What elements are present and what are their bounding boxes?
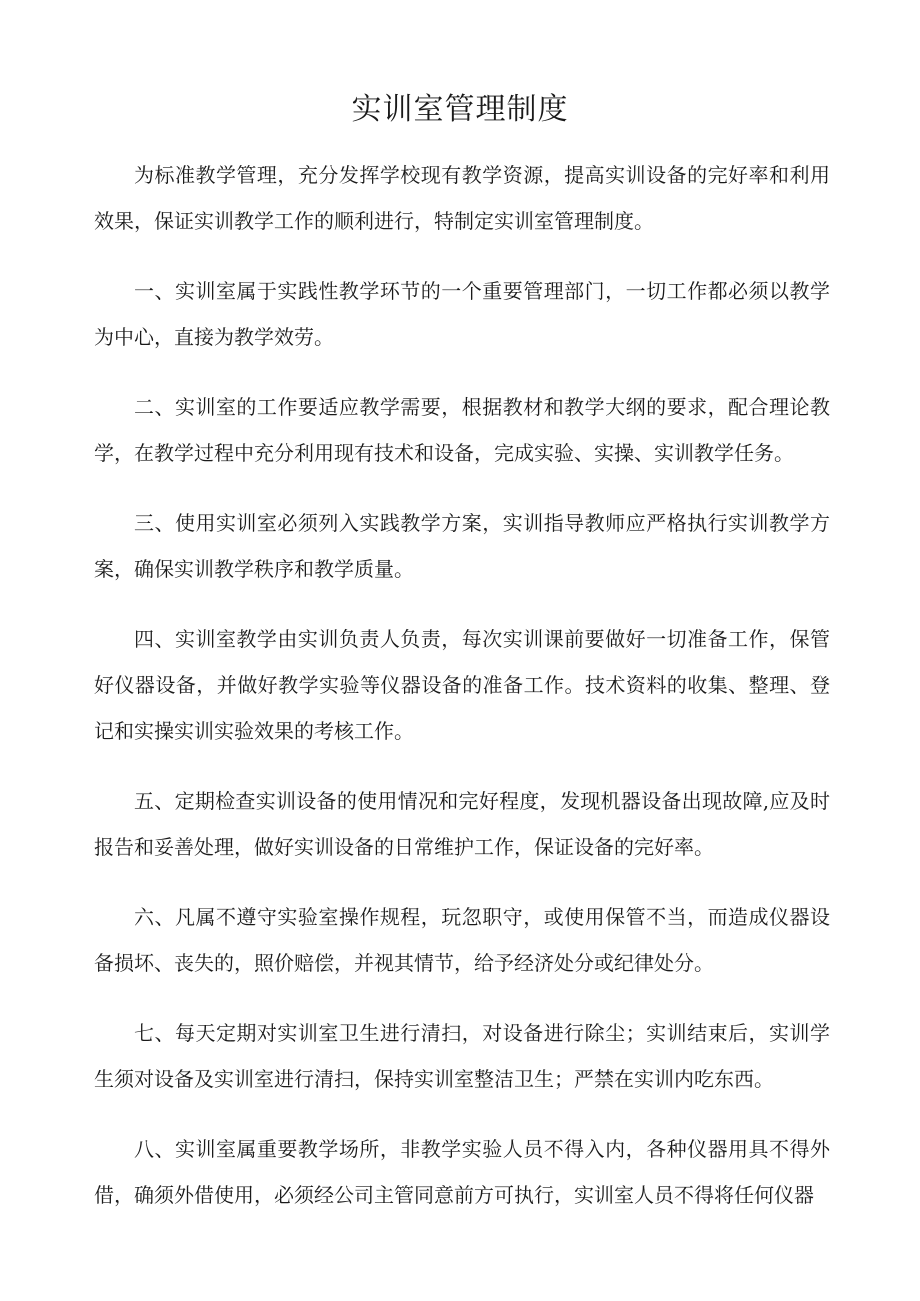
document-body bbox=[94, 152, 830, 1242]
paragraph-rule-8: 八、实训室属重要教学场所，非教学实验人员不得入内，各种仪器用具不得外借，确须外借使用，必须经公司主管同意前方可执行，实训室人员不得将任何仪器 bbox=[94, 1137, 830, 1207]
paragraph-rule-6: 六、凡属不遵守实验室操作规程，玩忽职守，或使用保管不当，而造成仪器设备损坏、丧失的，照价赔偿，并视其情节，给予经济处分或纪律处分。 bbox=[94, 905, 830, 975]
paragraph-rule-3: 三、使用实训室必须列入实践教学方案，实训指导教师应严格执行实训教学方案，确保实训教学秩序和教学质量。 bbox=[94, 511, 830, 581]
paragraph-rule-7: 七、每天定期对实训室卫生进行清扫，对设备进行除尘；实训结束后，实训学生须对设备及实训室进行清扫，保持实训室整洁卫生；严禁在实训内吃东西。 bbox=[94, 1021, 830, 1091]
paragraph-intro: 为标准教学管理，充分发挥学校现有教学资源，提高实训设备的完好率和利用效果，保证实训教学工作的顺利进行，特制定实训室管理制度。 bbox=[94, 163, 830, 233]
paragraph-rule-4: 四、实训室教学由实训负责人负责，每次实训课前要做好一切准备工作，保管好仪器设备，并做好教学实验等仪器设备的准备工作。技术资料的收集、整理、登记和实操实训实验效果的考核工作。 bbox=[94, 627, 830, 743]
paragraph-rule-1: 一、实训室属于实践性教学环节的一个重要管理部门，一切工作都必须以教学为中心，直接为教学效劳。 bbox=[94, 279, 830, 349]
document-title: 实训室管理制度 bbox=[351, 92, 569, 127]
paragraph-rule-2: 二、实训室的工作要适应教学需要，根据教材和教学大纲的要求，配合理论教学，在教学过程中充分利用现有技术和设备，完成实验、实操、实训教学任务。 bbox=[94, 395, 830, 465]
paragraph-rule-5: 五、定期检查实训设备的使用情况和完好程度，发现机器设备出现故障,应及时报告和妥善处理，做好实训设备的日常维护工作，保证设备的完好率。 bbox=[94, 789, 830, 859]
